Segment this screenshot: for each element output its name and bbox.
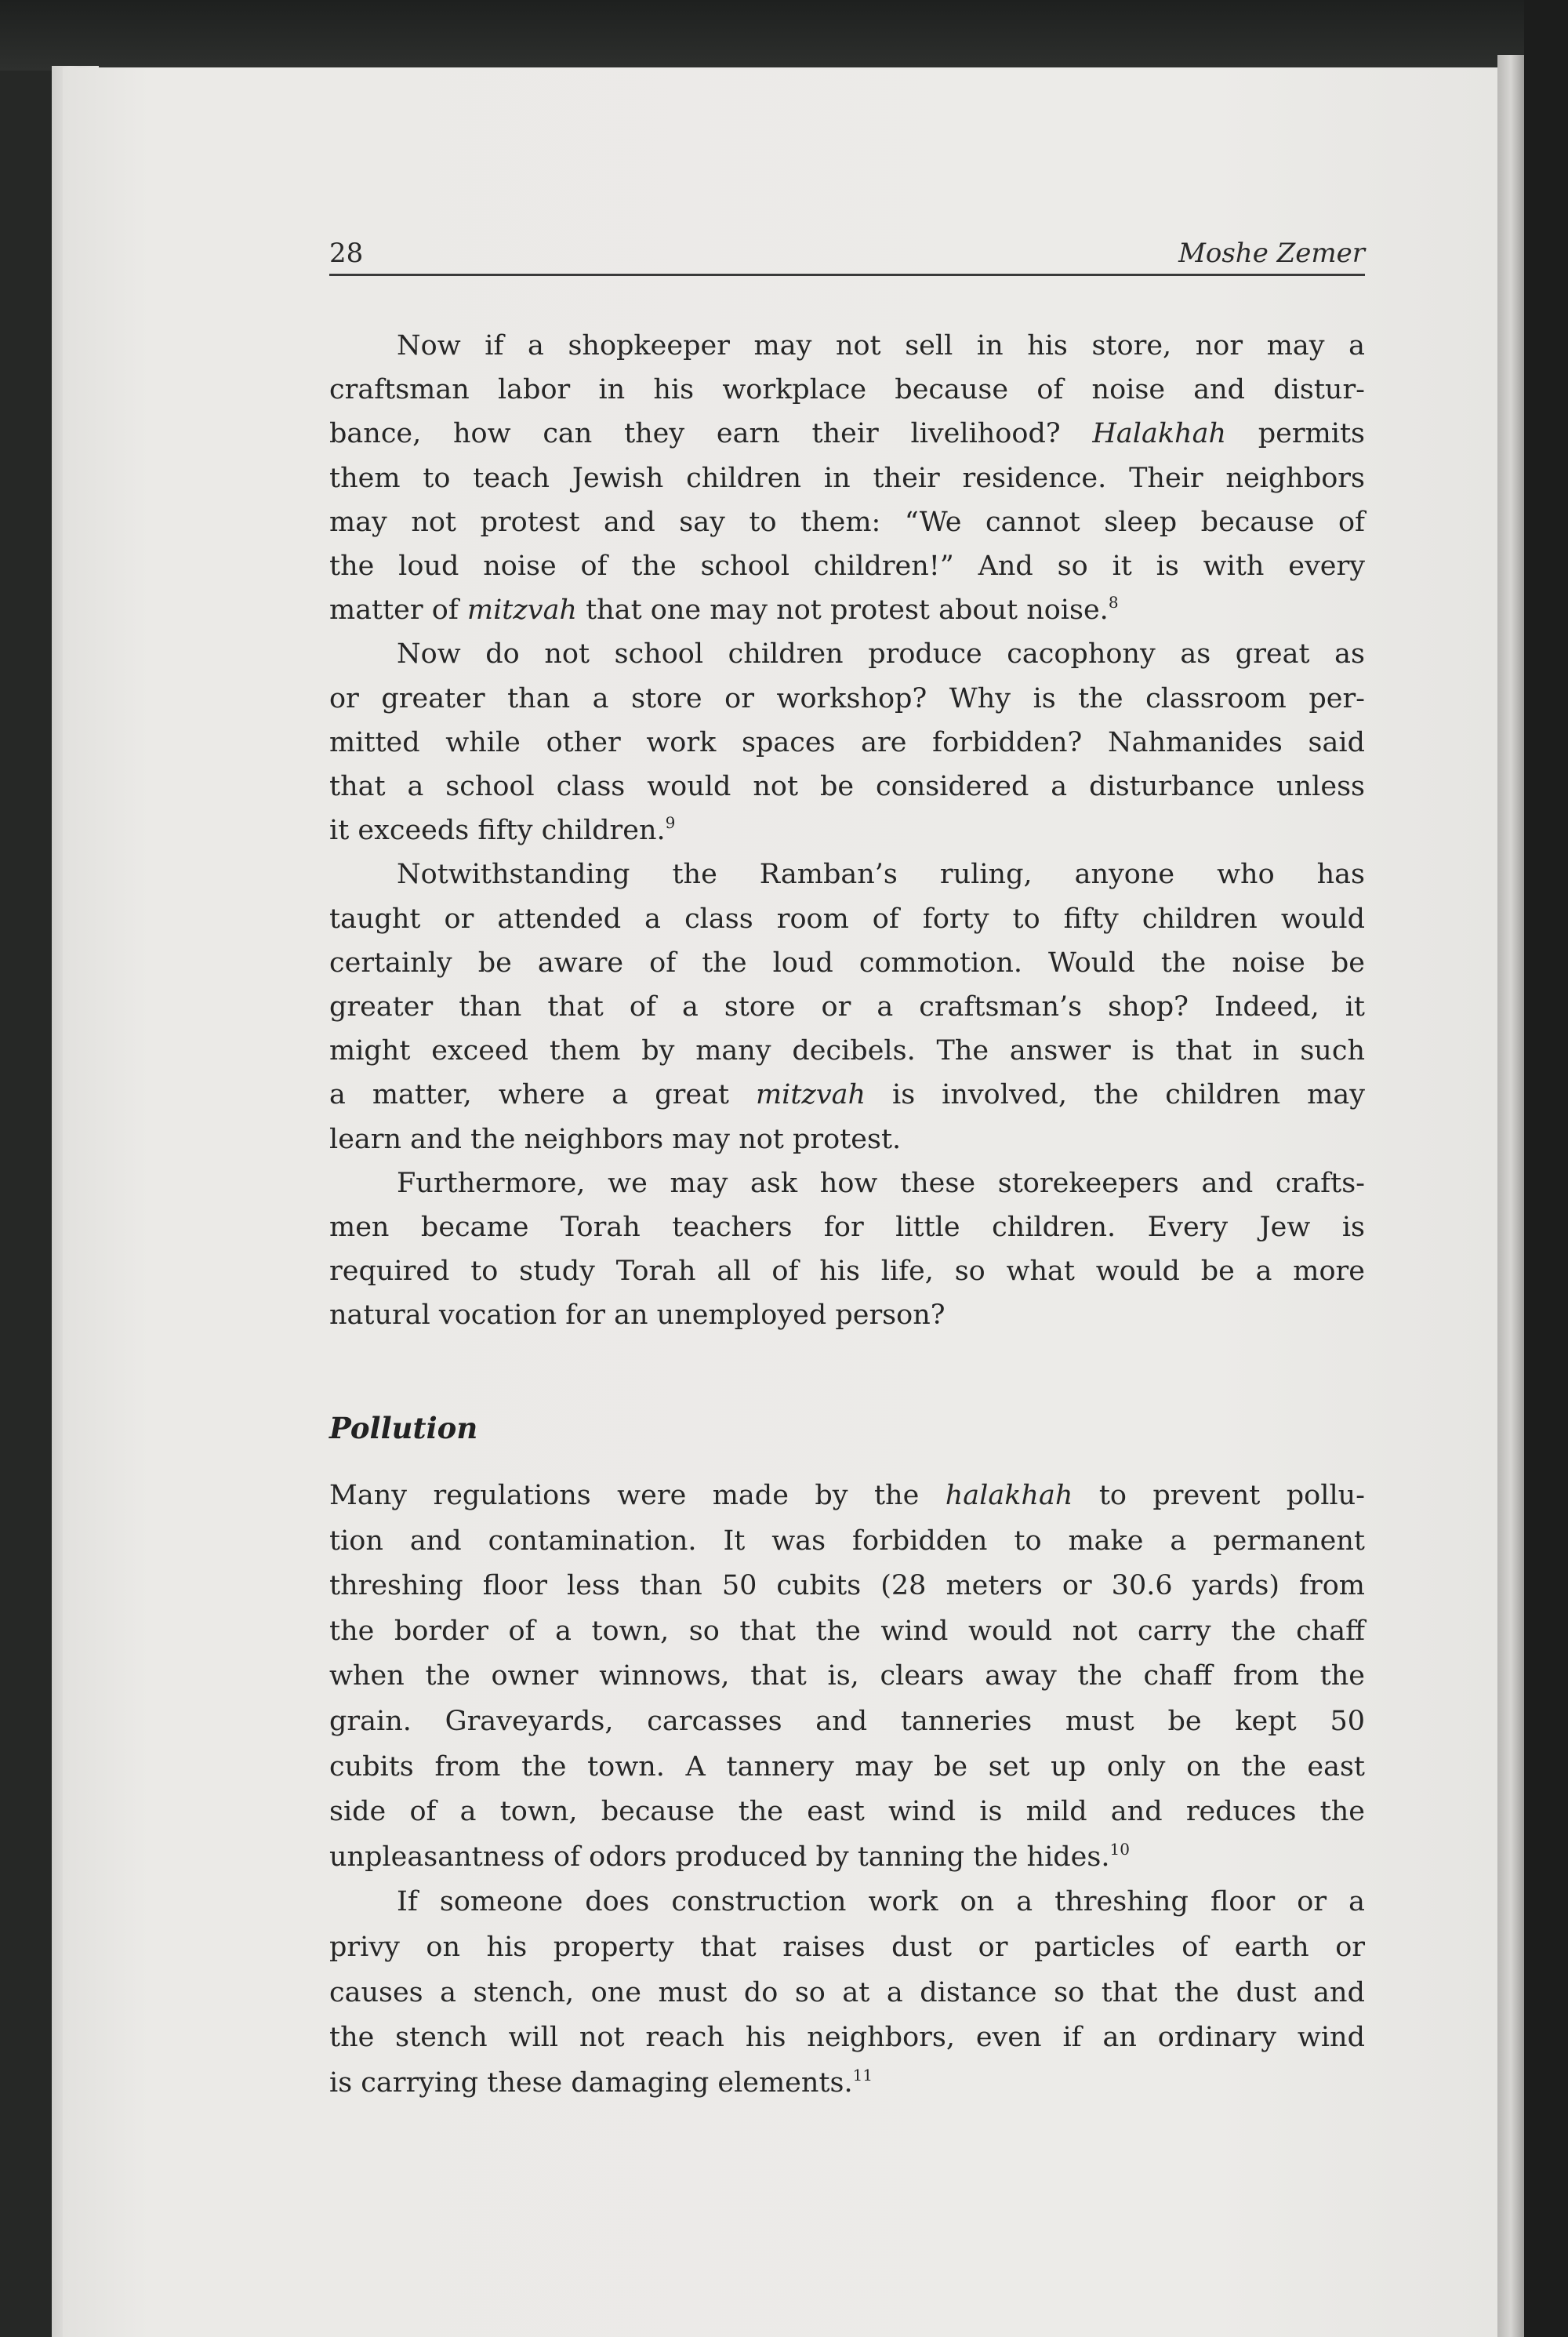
text-run: bance, how can they earn their livelihood? [329,418,1093,450]
text-line [329,1971,1365,2015]
text-line-content [329,588,1119,632]
text-line [329,765,1365,809]
text-line-content [329,1835,1130,1879]
text-run: when the owner winnows, that is, clears away the chaff from the [329,1660,1365,1692]
text-line-content [329,897,1365,941]
text-line [329,632,1365,676]
text-line-content [329,412,1365,456]
text-line-content [329,2015,1365,2059]
running-head: Moshe Zemer [1178,238,1365,269]
text-line [329,1118,1365,1161]
text-line-content [329,1699,1365,1743]
text-line [329,1880,1365,1924]
text-line [329,1835,1365,1879]
text-line-content [329,2061,873,2105]
text-run: is carrying these damaging elements. [329,2066,853,2099]
text-line [329,1609,1365,1653]
text-run: unpleasantness of odors produced by tanning the hides. [329,1841,1110,1873]
text-line [329,544,1365,588]
text-run: If someone does construction work on a threshing floor or a [397,1886,1365,1918]
text-line-content [397,1161,1365,1205]
text-run: might exceed them by many decibels. The answer is that in such [329,1035,1365,1067]
text-run: taught or attended a class room of forty to fifty children would [329,903,1365,935]
text-run: the loud noise of the school children!” And so it is with every [329,551,1365,582]
text-run: Now do not school children produce cacophony as great as [397,638,1365,671]
text-run: grain. Graveyards, carcasses and tanneries must be kept 50 [329,1706,1365,1737]
text-line [329,677,1365,721]
footnote-ref: 9 [665,813,676,833]
text-run: craftsman labor in his workplace because of noise and distur- [329,374,1365,406]
text-run: learn and the neighbors may not protest. [329,1123,902,1155]
text-line-content [397,632,1365,676]
text-line [329,1073,1365,1117]
text-line [329,1745,1365,1789]
text-line [329,985,1365,1029]
text-run: required to study Torah all of his life, so what would be a more [329,1256,1365,1288]
text-line [329,1474,1365,1517]
text-line-content [329,721,1365,765]
text-run: or greater than a store or workshop? Why is the classroom per- [329,682,1365,714]
text-line-content [397,324,1365,368]
text-line-content [329,1118,901,1161]
text-run: Many regulations were made by the [329,1480,946,1511]
facing-page-edge [1497,55,1524,2337]
text-line [329,809,1365,852]
text-line [329,1925,1365,1969]
text-run: that one may not protest about noise. [576,594,1109,627]
text-run: men became Torah teachers for little children. Every Jew is [329,1212,1365,1243]
text-line-content [329,368,1365,412]
text-run: privy on his property that raises dust or particles of earth or [329,1932,1365,1963]
text-line-content [329,809,675,852]
text-run: natural vocation for an unemployed person? [329,1299,946,1332]
text-run: is involved, the children may [866,1079,1365,1111]
text-line [329,456,1365,500]
italic-term: halakhah [945,1480,1073,1511]
text-line-content [329,1029,1365,1073]
text-line [329,324,1365,368]
text-line [329,1249,1365,1293]
text-line-content [329,677,1365,721]
text-line-content [329,1654,1365,1698]
text-run: to prevent pollu- [1073,1480,1366,1511]
text-run: matter of [329,594,467,627]
text-line [329,852,1365,896]
text-run: certainly be aware of the loud commotion. Would the noise be [329,947,1365,979]
text-line [329,721,1365,765]
text-line [329,368,1365,412]
text-line [329,2015,1365,2059]
text-run: cubits from the town. A tannery may be set up only on the east [329,1750,1365,1783]
text-line-content [329,1205,1365,1249]
text-line [329,1161,1365,1205]
text-run: greater than that of a store or a craftsman’s shop? Indeed, it [329,991,1365,1023]
text-line-content [329,1564,1365,1608]
background-right [1524,0,1568,2337]
text-run: side of a town, because the east wind is mild and reduces the [329,1796,1365,1828]
footnote-ref: 11 [852,2065,873,2084]
text-run: it exceeds fifty children. [329,815,666,847]
text-line-content [329,1971,1365,2015]
text-run: the border of a town, so that the wind would not carry the chaff [329,1615,1365,1647]
text-line-content [329,765,1365,809]
text-line-content [329,500,1365,544]
text-run: permits [1225,418,1365,450]
text-run: mitted while other work spaces are forbidden? Nahmanides said [329,726,1365,758]
text-line-content [329,985,1365,1029]
text-run: Now if a shopkeeper may not sell in his store, nor may a [397,330,1365,362]
footnote-ref: 8 [1108,593,1119,612]
text-line-content [329,1474,1365,1517]
text-run: tion and contamination. It was forbidden to make a permanent [329,1525,1365,1557]
text-line [329,1205,1365,1249]
text-line-content [329,1519,1365,1563]
text-line-content [397,1880,1365,1924]
text-line [329,1790,1365,1834]
text-line [329,941,1365,985]
text-line [329,1699,1365,1743]
text-line-content [329,1925,1365,1969]
text-line-content [397,852,1365,896]
text-line [329,412,1365,456]
text-run: the stench will not reach his neighbors, even if an ordinary wind [329,2022,1365,2054]
text-line-content [329,941,1365,985]
text-run: Furthermore, we may ask how these storekeepers and crafts- [397,1167,1365,1199]
text-line [329,1293,1365,1337]
italic-term: mitzvah [466,594,577,627]
text-line-content [329,1745,1365,1789]
text-line [329,897,1365,941]
text-line [329,1564,1365,1608]
text-run: may not protest and say to them: “We cannot sleep because of [329,506,1365,538]
footnote-ref: 10 [1109,1839,1130,1859]
text-run: a matter, where a great [329,1079,756,1111]
text-line [329,500,1365,544]
text-line [329,1029,1365,1073]
text-line-content [329,456,1365,500]
text-line-content [329,1073,1365,1117]
text-line [329,1654,1365,1698]
text-line [329,2061,1365,2105]
text-run: causes a stench, one must do so at a distance so that the dust and [329,1976,1365,2008]
italic-term: Halakhah [1092,418,1226,450]
text-run: Notwithstanding the Ramban’s ruling, anyone who has [397,859,1365,891]
text-line-content [329,1790,1365,1834]
page-number: 28 [329,238,364,269]
header-rule [329,274,1365,276]
text-run: that a school class would not be considered a disturbance unless [329,771,1365,802]
text-line-content [329,544,1365,588]
background-top [0,0,1568,71]
text-line-content [329,1609,1365,1653]
text-line-content [329,1293,946,1337]
italic-term: mitzvah [755,1079,866,1111]
text-line-content [329,1249,1365,1293]
text-line [329,588,1365,632]
text-run: threshing floor less than 50 cubits (28 meters or 30.6 yards) from [329,1570,1365,1602]
section-heading: Pollution [329,1411,478,1445]
text-run: them to teach Jewish children in their residence. Their neighbors [329,462,1365,494]
text-line [329,1519,1365,1563]
